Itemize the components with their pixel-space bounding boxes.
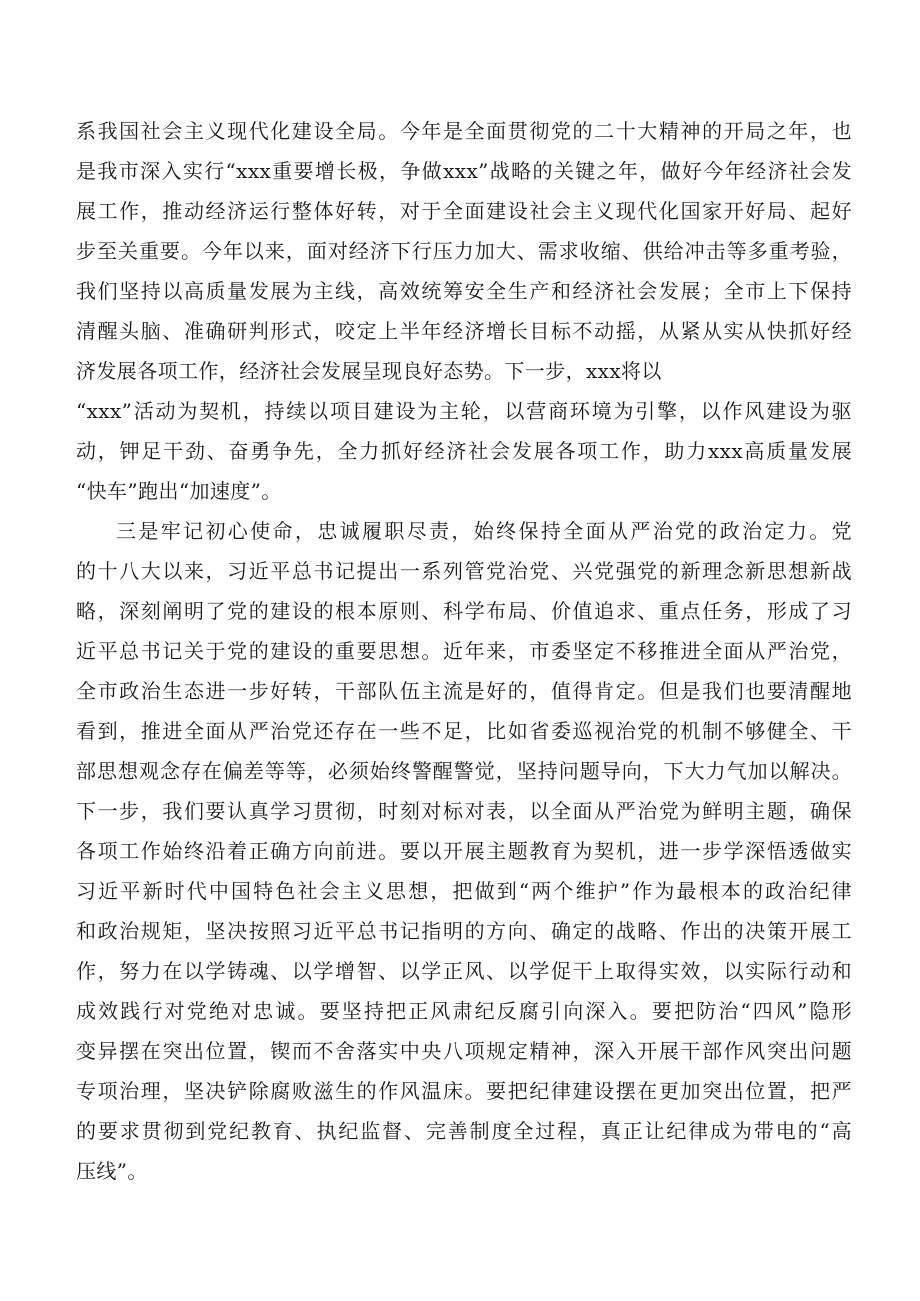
text-line: 近平总书记关于党的建设的重要思想。近年来，市委坚定不移推进全面从严治党， [76,639,852,663]
text-line: 系我国社会主义现代化建设全局。今年是全面贯彻党的二十大精神的开局之年，也 [76,119,852,143]
text-line: 部思想观念存在偏差等等，必须始终警醒警觉，坚持问题导向，下大力气加以解决。 [76,759,852,783]
text-line: 步至关重要。今年以来，面对经济下行压力加大、需求收缩、供给冲击等多重考验， [76,239,852,263]
text-line: 看到，推进全面从严治党还存在一些不足，比如省委巡视治党的机制不够健全、干 [76,719,852,743]
text-line: 的十八大以来，习近平总书记提出一系列管党治党、兴党强党的新理念新思想新战 [76,559,852,583]
text-line: 清醒头脑、准确研判形式，咬定上半年经济增长目标不动摇，从紧从实从快抓好经 [76,319,852,343]
text-line: 下一步，我们要认真学习贯彻，时刻对标对表，以全面从严治党为鲜明主题，确保 [76,799,852,823]
text-line: “xxx”活动为契机，持续以项目建设为主轮，以营商环境为引擎，以作风建设为驱 [76,399,852,423]
text-line: 的要求贯彻到党纪教育、执纪监督、完善制度全过程，真正让纪律成为带电的“高 [76,1119,852,1143]
text-line: 略，深刻阐明了党的建设的根本原则、科学布局、价值追求、重点任务，形成了习 [76,599,852,623]
text-line: 全市政治生态进一步好转，干部队伍主流是好的，值得肯定。但是我们也要清醒地 [76,679,852,703]
text-line: “快车”跑出“加速度”。 [76,479,282,503]
text-line: 是我市深入实行“xxx重要增长极，争做xxx”战略的关键之年，做好今年经济社会发 [76,159,852,183]
text-line: 我们坚持以高质量发展为主线，高效统筹安全生产和经济社会发展；全市上下保持 [76,279,852,303]
text-line: 动，钾足干劲、奋勇争先，全力抓好经济社会发展各项工作，助力xxx高质量发展 [76,439,852,463]
text-line: 各项工作始终沿着正确方向前进。要以开展主题教育为契机，进一步学深悟透做实 [76,839,852,863]
text-line: 展工作，推动经济运行整体好转，对于全面建设社会主义现代化国家开好局、起好 [76,199,852,223]
text-line: 习近平新时代中国特色社会主义思想，把做到“两个维护”作为最根本的政治纪律 [76,879,852,903]
text-line: 成效践行对党绝对忠诚。要坚持把正风肃纪反腐引向深入。要把防治“四风”隐形 [76,999,852,1023]
text-line: 和政治规矩，坚决按照习近平总书记指明的方向、确定的战略、作出的决策开展工 [76,919,852,943]
text-line: 作，努力在以学铸魂、以学增智、以学正风、以学促干上取得实效，以实际行动和 [76,959,852,983]
text-line: 变异摆在突出位置，锲而不舍落实中央八项规定精神，深入开展干部作风突出问题 [76,1039,852,1063]
text-line: 专项治理，坚决铲除腐败滋生的作风温床。要把纪律建设摆在更加突出位置，把严 [76,1079,852,1103]
text-line: 三是牢记初心使命，忠诚履职尽责，始终保持全面从严治党的政治定力。党 [116,519,852,543]
text-line: 济发展各项工作，经济社会发展呈现良好态势。下一步，xxx将以 [76,359,662,383]
text-line: 压线”。 [76,1159,148,1183]
